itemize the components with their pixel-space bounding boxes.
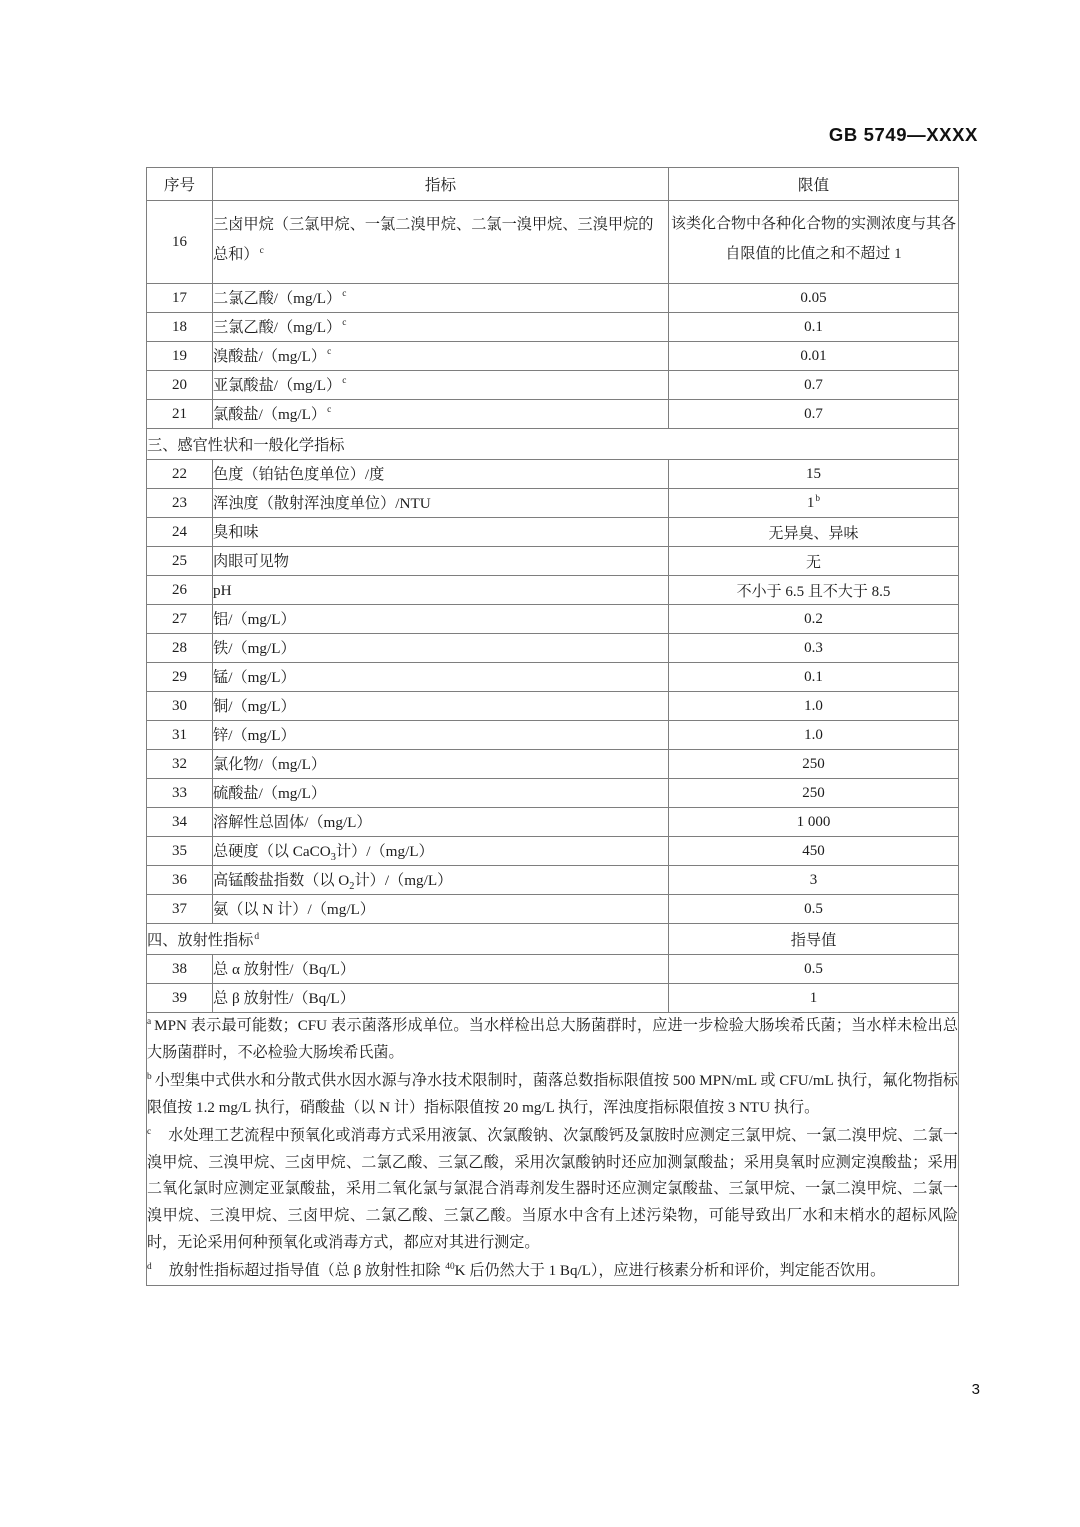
column-header-limit: 限值 [669,168,959,201]
row-limit: 3 [669,866,959,895]
row-indicator [213,201,669,284]
row-indicator-text: 溴酸盐/（mg/L） [213,347,327,365]
page-number: 3 [971,1381,980,1398]
row-limit: 0.2 [669,605,959,634]
column-header-indicator: 指标 [213,168,669,201]
row-serial: 22 [147,460,213,489]
section-title: 三、感官性状和一般化学指标 [147,429,959,460]
row-serial: 36 [147,866,213,895]
table-row [147,342,959,371]
row-indicator: 总 β 放射性/（Bq/L） [213,984,669,1013]
table-row [147,779,959,808]
row-serial: 34 [147,808,213,837]
table-row [147,371,959,400]
row-indicator-text-a: 高锰酸盐指数（以 O [213,871,350,889]
footnote-ref: c [327,405,332,416]
row-indicator [213,837,669,866]
row-limit: 0.01 [669,342,959,371]
row-indicator: 锰/（mg/L） [213,663,669,692]
row-limit: 0.7 [669,371,959,400]
row-indicator: 色度（铂钴色度单位）/度 [213,460,669,489]
table-row [147,284,959,313]
row-indicator-text: 二氯乙酸/（mg/L） [213,289,342,307]
row-indicator: pH [213,576,669,605]
footnote-ref: b [815,493,821,504]
row-indicator: 臭和味 [213,518,669,547]
row-limit: 0.1 [669,663,959,692]
row-limit: 该类化合物中各种化合物的实测浓度与其各自限值的比值之和不超过 1 [669,201,959,284]
row-indicator [213,313,669,342]
table-row [147,460,959,489]
row-limit: 无异臭、异味 [669,518,959,547]
row-limit: 1 [669,984,959,1013]
row-indicator: 氨（以 N 计）/（mg/L） [213,895,669,924]
table-row [147,955,959,984]
footnote-text-a: 放射性指标超过指导值（总 β 放射性扣除 [168,1263,445,1280]
footnote-marker: a [147,1017,152,1028]
row-serial: 27 [147,605,213,634]
row-indicator: 铝/（mg/L） [213,605,669,634]
row-serial: 33 [147,779,213,808]
row-serial: 28 [147,634,213,663]
footnote-ref: c [342,318,347,329]
row-serial: 19 [147,342,213,371]
table-row [147,605,959,634]
table-row [147,313,959,342]
row-serial: 31 [147,721,213,750]
row-limit: 无 [669,547,959,576]
isotope-superscript: 40 [445,1261,455,1272]
row-limit: 250 [669,750,959,779]
row-serial: 21 [147,400,213,429]
table-row [147,692,959,721]
table-footnotes-row [147,1013,959,1286]
row-indicator-text-b: 计）/（mg/L） [335,842,434,860]
table-row [147,750,959,779]
row-indicator [213,371,669,400]
row-serial: 20 [147,371,213,400]
column-header-serial: 序号 [147,168,213,201]
section-title-text: 四、放射性指标 [147,931,254,949]
footnote-d [147,1258,958,1285]
footnote-a [147,1013,958,1067]
table-row [147,201,959,284]
footnote-c [147,1123,958,1257]
footnote-ref: d [254,931,260,942]
section-title [147,924,669,955]
table-row [147,400,959,429]
table-row [147,866,959,895]
row-serial: 24 [147,518,213,547]
row-serial: 29 [147,663,213,692]
row-serial: 23 [147,489,213,518]
table-row [147,663,959,692]
footnote-text: MPN 表示最可能数；CFU 表示菌落形成单位。当水样检出总大肠菌群时，应进一步检验大肠埃希氏菌；当水样未检出总大肠菌群时，不必检验大肠埃希氏菌。 [147,1018,958,1062]
row-indicator: 肉眼可见物 [213,547,669,576]
table-section-row [147,429,959,460]
row-serial: 25 [147,547,213,576]
row-indicator: 铁/（mg/L） [213,634,669,663]
row-serial: 18 [147,313,213,342]
table-row [147,576,959,605]
table-row [147,837,959,866]
row-indicator-text-a: 总硬度（以 CaCO [213,842,331,860]
footnote-marker: c [147,1126,152,1137]
row-indicator [213,342,669,371]
table-row [147,489,959,518]
row-serial: 26 [147,576,213,605]
footnote-marker: b [147,1071,152,1082]
footnote-ref: c [327,347,332,358]
row-serial: 16 [147,201,213,284]
row-serial: 32 [147,750,213,779]
row-limit: 0.7 [669,400,959,429]
row-limit: 0.1 [669,313,959,342]
row-limit: 0.5 [669,895,959,924]
row-serial: 38 [147,955,213,984]
water-quality-limits-table-wrapper [146,167,958,1286]
table-row [147,984,959,1013]
row-indicator: 氯化物/（mg/L） [213,750,669,779]
row-limit-text: 1 [806,494,815,511]
row-limit: 0.3 [669,634,959,663]
row-limit: 不小于 6.5 且不大于 8.5 [669,576,959,605]
chemical-subscript: 3 [330,851,336,863]
row-limit: 1.0 [669,721,959,750]
table-section-row [147,924,959,955]
table-row [147,721,959,750]
row-limit: 0.5 [669,955,959,984]
footnote-text-b: K 后仍然大于 1 Bq/L），应进行核素分析和评价，判定能否饮用。 [454,1263,886,1280]
row-indicator-text: 三卤甲烷（三氯甲烷、一氯二溴甲烷、二氯一溴甲烷、三溴甲烷的总和） [213,216,654,263]
water-quality-limits-table [146,167,959,1286]
footnote-ref: c [342,376,347,387]
row-indicator: 总 α 放射性/（Bq/L） [213,955,669,984]
row-indicator [213,284,669,313]
row-serial: 39 [147,984,213,1013]
footnote-ref: c [342,289,347,300]
guideline-value-header: 指导值 [669,924,959,955]
table-row [147,547,959,576]
chemical-subscript: 2 [349,880,355,892]
row-serial: 30 [147,692,213,721]
footnote-b [147,1068,958,1122]
row-indicator: 溶解性总固体/（mg/L） [213,808,669,837]
table-header-row [147,168,959,201]
row-indicator: 硫酸盐/（mg/L） [213,779,669,808]
row-limit: 250 [669,779,959,808]
row-indicator: 浑浊度（散射浑浊度单位）/NTU [213,489,669,518]
footnote-text: 小型集中式供水和分散式供水因水源与净水技术限制时，菌落总数指标限值按 500 MPN/mL 或 CFU/mL 执行，氟化物指标限值按 1.2 mg/L 执行，硝酸盐（以 N 计）指标限值按 20 mg/L 执行，浑浊度指标限值按 3 NTU 执行。 [147,1073,958,1116]
row-indicator: 锌/（mg/L） [213,721,669,750]
row-serial: 35 [147,837,213,866]
row-indicator [213,866,669,895]
row-limit: 450 [669,837,959,866]
running-header-standard-code: GB 5749—XXXX [828,124,978,145]
row-limit: 1 000 [669,808,959,837]
footnote-text: 水处理工艺流程中预氧化或消毒方式采用液氯、次氯酸钠、次氯酸钙及氯胺时应测定三氯甲烷、一氯二溴甲烷、二氯一溴甲烷、三溴甲烷、三卤甲烷、二氯乙酸、三氯乙酸，采用次氯酸钠时还应加测氯酸盐；采用臭氧时应测定溴酸盐；采用二氧化氯时应测定亚氯酸盐，采用二氧化氯与氯混合消毒剂发生器时还应测定氯酸盐、三氯甲烷、一氯二溴甲烷、二氯一溴甲烷、三溴甲烷、三卤甲烷、二氯乙酸、三氯乙酸。当原水中含有上述污染物，可能导致出厂水和末梢水的超标风险时，无论采用何种预氧化或消毒方式，都应对其进行测定。 [147,1127,958,1252]
row-serial: 37 [147,895,213,924]
table-row [147,634,959,663]
row-limit [669,489,959,518]
row-limit: 15 [669,460,959,489]
footnote-ref: c [259,245,264,256]
footnotes-container [147,1013,959,1286]
row-limit: 1.0 [669,692,959,721]
row-limit: 0.05 [669,284,959,313]
row-indicator-text: 亚氯酸盐/（mg/L） [213,376,342,394]
table-row [147,518,959,547]
table-row [147,808,959,837]
row-indicator-text: 氯酸盐/（mg/L） [213,405,327,423]
row-indicator [213,400,669,429]
footnote-marker: d [147,1261,152,1272]
table-row [147,895,959,924]
row-indicator: 铜/（mg/L） [213,692,669,721]
row-serial: 17 [147,284,213,313]
row-indicator-text-b: 计）/（mg/L） [354,871,453,889]
row-indicator-text: 三氯乙酸/（mg/L） [213,318,342,336]
